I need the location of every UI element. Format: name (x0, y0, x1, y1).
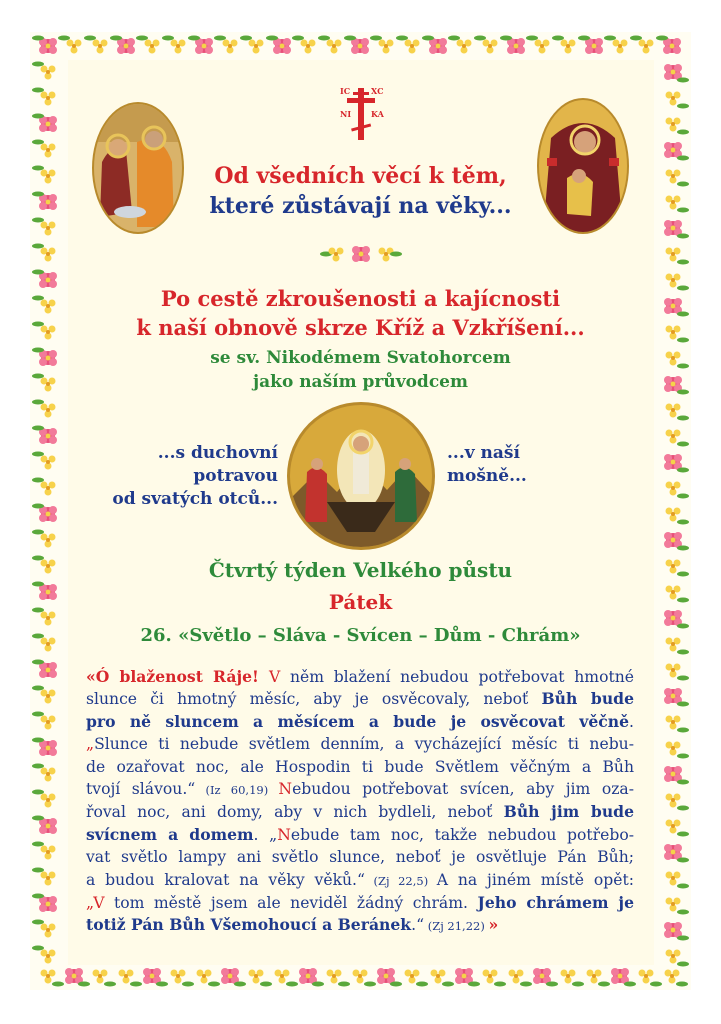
week-title: Čtvrtý týden Velkého půstu (208, 558, 513, 582)
leaf-icon (338, 982, 350, 987)
pink-flower-icon (117, 38, 135, 54)
leaf-icon (677, 78, 689, 83)
pink-flower-icon (65, 968, 83, 984)
leaf-icon (182, 982, 194, 987)
leaf-icon (677, 260, 689, 265)
leaf-icon (188, 36, 200, 41)
body-l1c: něm blažení nebudou potřebovat hmotné (280, 668, 634, 686)
subtitle-line3: se sv. Nikodémem Svatohorcem (210, 348, 511, 368)
leaf-icon (494, 982, 506, 987)
body-l4a: „ (86, 735, 95, 754)
leaf-icon (677, 806, 689, 811)
leaf-icon (650, 982, 662, 987)
leaf-icon (677, 936, 689, 941)
pink-flower-icon (663, 38, 681, 54)
leaf-icon (32, 660, 44, 665)
cross-label-ni: NI (340, 109, 352, 119)
leaf-icon (32, 946, 44, 951)
leaf-icon (546, 982, 558, 987)
body-l11a: „ (86, 894, 94, 913)
leaf-icon (677, 754, 689, 759)
leaf-icon (630, 36, 642, 41)
leaf-icon (364, 982, 376, 987)
body-l6b: N (278, 780, 293, 799)
leaf-icon (677, 520, 689, 525)
pink-flower-icon (611, 968, 629, 984)
body-l8b: . „ (253, 825, 278, 844)
leaf-icon (104, 982, 116, 987)
leaf-icon (572, 982, 584, 987)
pink-flower-icon (664, 142, 682, 158)
body-l12ref: (Zj 21,22) (424, 919, 489, 934)
pink-flower-icon (664, 922, 682, 938)
leaf-icon (286, 982, 298, 987)
leaf-icon (624, 982, 636, 987)
leaf-icon (32, 244, 44, 249)
leaf-icon (32, 530, 44, 535)
leaf-icon (32, 426, 44, 431)
leaf-icon (208, 982, 220, 987)
leaf-icon (110, 36, 122, 41)
leaf-icon (32, 140, 44, 145)
pink-flower-icon (195, 38, 213, 54)
pink-flower-icon (664, 688, 682, 704)
side-left-line3: od svatých otců... (112, 489, 278, 509)
leaf-icon (32, 400, 44, 405)
leaf-icon (677, 546, 689, 551)
leaf-icon (32, 738, 44, 743)
leaf-icon (162, 36, 174, 41)
cross-label-ic: IC (340, 86, 351, 96)
leaf-icon (32, 790, 44, 795)
pink-flower-icon (664, 532, 682, 548)
leaf-icon (578, 36, 590, 41)
body-l11d: Jeho chrámem je (477, 893, 634, 913)
pink-flower-icon (377, 968, 395, 984)
leaf-icon (32, 62, 44, 67)
body-l1b: V (269, 668, 281, 686)
leaf-icon (234, 982, 246, 987)
leaf-icon (442, 982, 454, 987)
leaf-icon (32, 270, 44, 275)
body-l5: de ozařovat noc, ale Hospodin ti bude Světlem věčným a Bůh (86, 757, 634, 776)
headline-line2: které zůstávají na věky... (209, 193, 512, 219)
pink-flower-icon (664, 64, 682, 80)
body-l9: vat světlo lampy ani světlo slunce, neboť je osvětluje Pán Bůh; (86, 848, 634, 867)
pink-flower-icon (664, 220, 682, 236)
body-l7: řoval noc, ani domy, aby v nich bydleli, neboť (86, 803, 504, 822)
body-l1a: «Ó blaženost Ráje! (86, 667, 270, 686)
pink-flower-icon (585, 38, 603, 54)
body-l4b: Slunce ti nebude světlem denním, a vycházející měsíc ti nebu- (94, 735, 634, 754)
pink-flower-icon (39, 662, 57, 678)
body-l6ref: (Iz 60,19) (195, 783, 279, 798)
day-title: Pátek (328, 590, 393, 614)
leaf-icon (32, 868, 44, 873)
side-left-line2: potravou (193, 466, 278, 486)
body-l10a: a budou kralovat na věky věků.“ (86, 870, 365, 889)
pink-flower-icon (351, 38, 369, 54)
pink-flower-icon (664, 844, 682, 860)
leaf-icon (416, 982, 428, 987)
leaf-icon (677, 780, 689, 785)
pink-flower-icon (664, 766, 682, 782)
cross-label-xc: XC (371, 86, 384, 96)
leaf-icon (266, 36, 278, 41)
pink-flower-icon (143, 968, 161, 984)
leaf-icon (677, 104, 689, 109)
leaf-icon (52, 982, 64, 987)
pink-flower-icon (533, 968, 551, 984)
leaf-icon (312, 982, 324, 987)
leaf-icon (370, 36, 382, 41)
body-l10ref: (Zj 22,5) (364, 873, 437, 888)
pink-flower-icon (39, 740, 57, 756)
body-l11c: tom městě jsem ale neviděl žádný chrám. (104, 894, 478, 913)
body-l10b: A na jiném místě opět: (436, 870, 634, 889)
body-l12a: totiž Pán Bůh Všemohoucí a Beránek (86, 915, 412, 935)
leaf-icon (604, 36, 616, 41)
body-l2: slunce či hmotný měsíc, aby je osvěcovaly, neboť (86, 690, 542, 709)
leaf-icon (677, 728, 689, 733)
body-l12c: » (488, 915, 499, 935)
leaf-icon (32, 920, 44, 925)
subtitle-line4: jako naším průvodcem (253, 372, 468, 392)
pink-flower-icon (39, 818, 57, 834)
leaf-icon (676, 982, 688, 987)
pink-flower-icon (299, 968, 317, 984)
leaf-icon (292, 36, 304, 41)
leaf-icon (260, 982, 272, 987)
body-l8d: ebude tam noc, takže nebudou potřebo- (290, 825, 634, 844)
leaf-icon (32, 114, 44, 119)
body-l12b: .“ (411, 916, 425, 935)
leaf-icon (677, 910, 689, 915)
leaf-icon (130, 982, 142, 987)
leaf-icon (677, 130, 689, 135)
leaf-icon (468, 982, 480, 987)
leaf-icon (84, 36, 96, 41)
body-l6c: ebudou potřebovat svícen, aby jim oza- (292, 780, 634, 799)
leaf-icon (677, 884, 689, 889)
leaf-icon (78, 982, 90, 987)
pink-flower-icon (39, 116, 57, 132)
reading-title: 26. «Světlo – Sláva - Svícen – Dům - Chrám» (140, 625, 581, 646)
leaf-icon (32, 582, 44, 587)
pink-flower-icon (507, 38, 525, 54)
pink-flower-icon (39, 896, 57, 912)
leaf-icon (32, 36, 44, 41)
leaf-icon (214, 36, 226, 41)
pink-flower-icon (39, 38, 57, 54)
body-l6a: tvojí slávou.“ (86, 780, 196, 799)
leaf-icon (677, 962, 689, 967)
leaf-icon (677, 832, 689, 837)
side-right-line1: ...v naší (447, 443, 520, 463)
leaf-icon (344, 36, 356, 41)
body-l7b: Bůh jim bude (503, 802, 634, 822)
leaf-icon (32, 686, 44, 691)
leaf-icon (677, 442, 689, 447)
body-l8c: N (277, 825, 291, 844)
pink-flower-icon (39, 428, 57, 444)
leaf-icon (318, 36, 330, 41)
subtitle-line1: Po cestě zkroušenosti a kajícnosti (160, 286, 561, 311)
leaf-icon (677, 676, 689, 681)
resurrection-icon (287, 402, 435, 550)
reading-body: «Ó blaženost Ráje! V něm blažení nebudou potřebovat hmotné slunce či hmotný měsíc, aby je osvěcovaly, neboť Bůh bude pro ně sluncem a měsícem a bude je osvěcovat věčně. „Slunce ti nebude světlem denním, a vycházející měsíc ti nebu- de ozařovat noc, ale Hospodin ti bude Světlem věčným a Bůh tvojí slávou.“ (Iz 60,19) Nebudou potřebovat svícen, aby jim oza- řoval noc, ani domy, aby v nich bydleli, neboť Bůh jim bude svícnem a domem. „Nebude tam noc, takže nebudou potřebo- vat světlo lampy ani světlo slunce, neboť je osvětluje Pán Bůh; a budou kralovat na věky věků.“ (Zj 22,5) A na jiném místě opět: „V tom městě jsem ale neviděl žádný chrám. Jeho chrámem je totiž Pán Bůh Všemohoucí a Beránek.“ (Zj 21,22) » (86, 667, 635, 935)
leaf-icon (552, 36, 564, 41)
leaf-icon (32, 712, 44, 717)
leaf-icon (656, 36, 668, 41)
leaf-icon (520, 982, 532, 987)
body-l8a: svícnem a domem (86, 824, 254, 844)
leaf-icon (136, 36, 148, 41)
leaf-icon (390, 982, 402, 987)
body-l2b: Bůh bude (541, 689, 635, 709)
leaf-icon (677, 858, 689, 863)
leaf-icon (677, 702, 689, 707)
leaf-icon (32, 894, 44, 899)
pink-flower-icon (664, 454, 682, 470)
body-l11b: V (93, 894, 105, 913)
pink-flower-icon (221, 968, 239, 984)
pink-flower-icon (429, 38, 447, 54)
leaf-icon (500, 36, 512, 41)
leaf-icon (32, 842, 44, 847)
leaf-icon (32, 816, 44, 821)
floral-divider (318, 241, 404, 267)
leaf-icon (526, 36, 538, 41)
leaf-icon (598, 982, 610, 987)
pink-flower-icon (273, 38, 291, 54)
leaf-icon (32, 88, 44, 93)
leaf-icon (677, 494, 689, 499)
leaf-icon (677, 156, 689, 161)
leaf-icon (448, 36, 460, 41)
leaf-icon (677, 468, 689, 473)
cross-label-ka: KA (371, 109, 384, 119)
leaf-icon (58, 36, 70, 41)
leaf-icon (240, 36, 252, 41)
leaf-icon (32, 764, 44, 769)
leaf-icon (677, 650, 689, 655)
side-right-line2: mošně... (447, 466, 527, 486)
leaf-icon (677, 416, 689, 421)
side-left-line1: ...s duchovní (157, 443, 278, 463)
leaf-icon (474, 36, 486, 41)
leaf-icon (422, 36, 434, 41)
subtitle-line2: k naší obnově skrze Kříž a Vzkříšení... (136, 315, 585, 340)
body-l3: pro ně sluncem a měsícem a bude je osvěcovat věčně (86, 711, 630, 731)
leaf-icon (396, 36, 408, 41)
pink-flower-icon (455, 968, 473, 984)
leaf-icon (156, 982, 168, 987)
leaf-icon (677, 234, 689, 239)
headline-line1: Od všedních věcí k těm, (214, 163, 507, 189)
